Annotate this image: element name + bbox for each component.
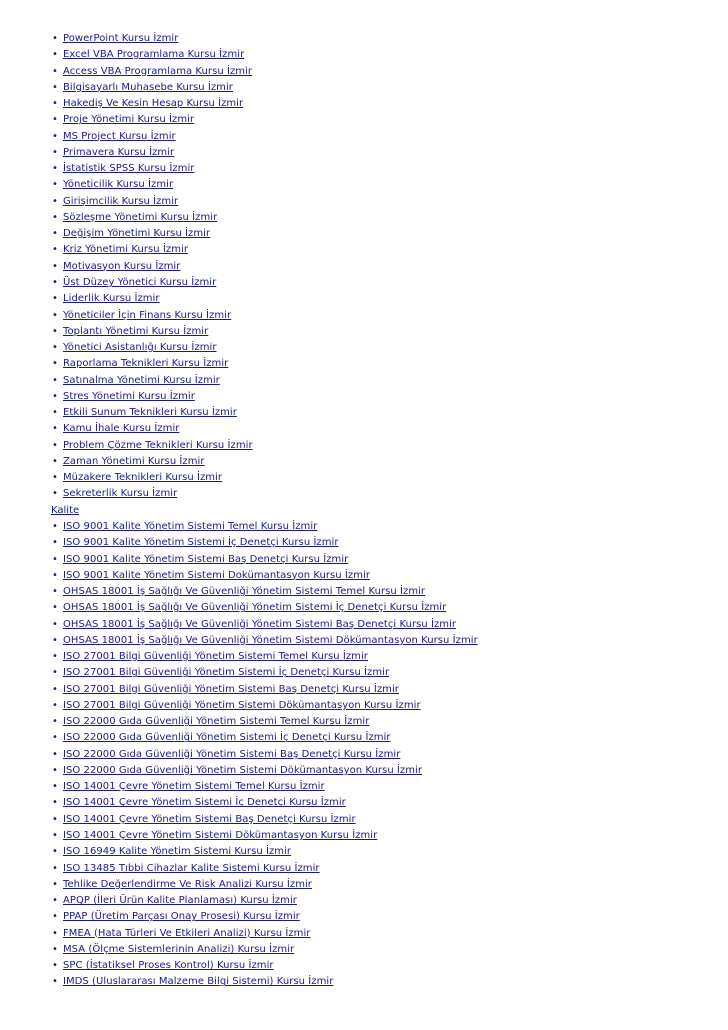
course-link[interactable]: ISO 9001 Kalite Yönetim Sistemi Dokümantasyon Kursu İzmir: [63, 569, 370, 581]
list-item: [52, 779, 712, 795]
course-link[interactable]: ISO 27001 Bilgi Güvenliği Yönetim Sistemi Baş Denetçi Kursu İzmir: [63, 683, 399, 695]
list-item: [52, 958, 712, 974]
course-link[interactable]: Kamu İhale Kursu İzmir: [63, 423, 180, 435]
list-item: [52, 552, 712, 568]
list-item: [52, 665, 712, 681]
course-link[interactable]: Liderlik Kursu İzmir: [63, 293, 160, 305]
list-item: [52, 112, 712, 128]
list-item: [52, 145, 712, 161]
list-item: [52, 161, 712, 177]
course-link[interactable]: APQP (İleri Ürün Kalite Planlaması) Kursu İzmir: [63, 895, 297, 907]
course-link[interactable]: OHSAS 18001 İş Sağlığı Ve Güvenliği Yönetim Sistemi Baş Denetçi Kursu İzmir: [63, 618, 457, 630]
course-link[interactable]: ISO 14001 Çevre Yönetim Sistemi Dökümantasyon Kursu İzmir: [63, 830, 378, 842]
document-page: [52, 31, 712, 991]
list-item: [52, 617, 712, 633]
list-item: [52, 584, 712, 600]
list-item: [52, 64, 712, 80]
list-item: [52, 942, 712, 958]
list-item: [52, 242, 712, 258]
course-link[interactable]: ISO 9001 Kalite Yönetim Sistemi Baş Denetçi Kursu İzmir: [63, 553, 349, 565]
course-link[interactable]: Girişimcilik Kursu İzmir: [63, 195, 179, 207]
list-item: [52, 877, 712, 893]
list-item: [52, 80, 712, 96]
course-link[interactable]: Yöneticiler İçin Finans Kursu İzmir: [63, 309, 232, 321]
course-link[interactable]: Access VBA Programlama Kursu İzmir: [63, 65, 253, 77]
course-link[interactable]: Primavera Kursu İzmir: [63, 146, 175, 158]
course-link[interactable]: Müzakere Teknikleri Kursu İzmir: [63, 472, 223, 484]
course-link[interactable]: Satınalma Yönetimi Kursu İzmir: [63, 374, 220, 386]
course-link[interactable]: Yönetici Asistanlığı Kursu İzmir: [63, 342, 217, 354]
course-link[interactable]: Toplantı Yönetimi Kursu İzmir: [63, 325, 209, 337]
course-link[interactable]: ISO 27001 Bilgi Güvenliği Yönetim Sistemi Temel Kursu İzmir: [63, 651, 368, 663]
course-link[interactable]: Raporlama Teknikleri Kursu İzmir: [63, 358, 229, 370]
course-link[interactable]: PPAP (Üretim Parçası Onay Prosesi) Kursu İzmir: [63, 911, 300, 923]
course-link[interactable]: ISO 16949 Kalite Yönetim Sistemi Kursu İzmir: [63, 846, 292, 858]
list-item: [52, 373, 712, 389]
course-link[interactable]: ISO 22000 Gıda Güvenliği Yönetim Sistemi Baş Denetçi Kursu İzmir: [63, 748, 401, 760]
course-link[interactable]: Stres Yönetimi Kursu İzmir: [63, 390, 195, 402]
list-item: [52, 194, 712, 210]
course-link[interactable]: MSA (Ölçme Sistemlerinin Analizi) Kursu İzmir: [63, 943, 295, 955]
course-link[interactable]: Motivasyon Kursu İzmir: [63, 260, 181, 272]
list-item: [52, 519, 712, 535]
management-course-list: [52, 31, 712, 503]
section-heading-quality[interactable]: Kalite: [51, 504, 80, 516]
course-link[interactable]: ISO 14001 Çevre Yönetim Sistemi Baş Denetçi Kursu İzmir: [63, 813, 356, 825]
course-link[interactable]: FMEA (Hata Türleri Ve Etkileri Analizi) Kursu İzmir: [63, 927, 311, 939]
course-link[interactable]: ISO 14001 Çevre Yönetim Sistemi İç Denetçi Kursu İzmir: [63, 797, 346, 809]
list-item: [52, 389, 712, 405]
course-link[interactable]: ISO 14001 Çevre Yönetim Sistemi Temel Kursu İzmir: [63, 781, 325, 793]
course-link[interactable]: SPC (İstatiksel Proses Kontrol) Kursu İzmir: [63, 960, 274, 972]
course-link[interactable]: Etkili Sunum Teknikleri Kursu İzmir: [63, 407, 237, 419]
course-link[interactable]: ISO 22000 Gıda Güvenliği Yönetim Sistemi İç Denetçi Kursu İzmir: [63, 732, 391, 744]
list-item: [52, 828, 712, 844]
list-item: [52, 861, 712, 877]
list-item: [52, 633, 712, 649]
list-item: [52, 259, 712, 275]
list-item: [52, 340, 712, 356]
quality-course-list: [52, 519, 712, 991]
list-item: [52, 795, 712, 811]
list-item: [52, 714, 712, 730]
list-item: [52, 470, 712, 486]
course-link[interactable]: Tehlike Değerlendirme Ve Risk Analizi Kursu İzmir: [63, 878, 312, 890]
list-item: [52, 177, 712, 193]
course-link[interactable]: OHSAS 18001 İş Sağlığı Ve Güvenliği Yönetim Sistemi İç Denetçi Kursu İzmir: [63, 602, 447, 614]
course-link[interactable]: Sözleşme Yönetimi Kursu İzmir: [63, 211, 218, 223]
list-item: [52, 438, 712, 454]
list-item: [52, 600, 712, 616]
course-link[interactable]: İstatistik SPSS Kursu İzmir: [63, 163, 195, 175]
course-link[interactable]: Problem Çözme Teknikleri Kursu İzmir: [63, 439, 253, 451]
list-item: [52, 812, 712, 828]
course-link[interactable]: OHSAS 18001 İş Sağlığı Ve Güvenliği Yönetim Sistemi Dökümantasyon Kursu İzmir: [63, 634, 478, 646]
list-item: [52, 356, 712, 372]
course-link[interactable]: Hakediş Ve Kesin Hesap Kursu İzmir: [63, 98, 244, 110]
course-link[interactable]: OHSAS 18001 İş Sağlığı Ve Güvenliği Yönetim Sistemi Temel Kursu İzmir: [63, 586, 426, 598]
list-item: [52, 486, 712, 502]
list-item: [52, 568, 712, 584]
list-item: [52, 226, 712, 242]
list-item: [52, 893, 712, 909]
list-item: [52, 763, 712, 779]
list-item: [52, 405, 712, 421]
list-item: [52, 649, 712, 665]
list-item: [52, 698, 712, 714]
list-item: [52, 454, 712, 470]
course-link[interactable]: ISO 13485 Tıbbi Cihazlar Kalite Sistemi Kursu İzmir: [63, 862, 320, 874]
course-link[interactable]: IMDS (Uluslararası Malzeme Bilgi Sistemi) Kursu İzmir: [63, 976, 334, 988]
list-item: [52, 210, 712, 226]
course-link[interactable]: ISO 27001 Bilgi Güvenliği Yönetim Sistemi İç Denetçi Kursu İzmir: [63, 667, 390, 679]
list-item: [52, 926, 712, 942]
list-item: [52, 291, 712, 307]
list-item: [52, 909, 712, 925]
list-item: [52, 31, 712, 47]
course-link[interactable]: Üst Düzey Yönetici Kursu İzmir: [63, 276, 217, 288]
list-item: [52, 682, 712, 698]
course-link[interactable]: Bilgisayarlı Muhasebe Kursu İzmir: [63, 81, 233, 93]
list-item: [52, 96, 712, 112]
course-link[interactable]: Zaman Yönetimi Kursu İzmir: [63, 455, 205, 467]
list-item: [52, 308, 712, 324]
course-link[interactable]: ISO 22000 Gıda Güvenliği Yönetim Sistemi Dökümantasyon Kursu İzmir: [63, 764, 423, 776]
course-link[interactable]: ISO 27001 Bilgi Güvenliği Yönetim Sistemi Dökümantasyon Kursu İzmir: [63, 699, 421, 711]
course-link[interactable]: ISO 9001 Kalite Yönetim Sistemi İç Denetçi Kursu İzmir: [63, 537, 339, 549]
list-item: [52, 844, 712, 860]
list-item: [52, 535, 712, 551]
list-item: [52, 129, 712, 145]
list-item: [52, 730, 712, 746]
course-link[interactable]: ISO 9001 Kalite Yönetim Sistemi Temel Kursu İzmir: [63, 520, 318, 532]
course-link[interactable]: Excel VBA Programlama Kursu İzmir: [63, 49, 245, 61]
list-item: [52, 324, 712, 340]
course-link[interactable]: PowerPoint Kursu İzmir: [63, 33, 179, 44]
list-item: [52, 47, 712, 63]
course-link[interactable]: Değişim Yönetimi Kursu İzmir: [63, 228, 211, 240]
course-link[interactable]: Proje Yönetimi Kursu İzmir: [63, 114, 195, 126]
course-link[interactable]: ISO 22000 Gıda Güvenliği Yönetim Sistemi Temel Kursu İzmir: [63, 716, 370, 728]
course-link[interactable]: Kriz Yönetimi Kursu İzmir: [63, 244, 188, 256]
course-link[interactable]: MS Project Kursu İzmir: [63, 130, 176, 142]
course-link[interactable]: Yöneticilik Kursu İzmir: [63, 179, 174, 191]
list-item: [52, 275, 712, 291]
list-item: [52, 974, 712, 990]
list-item: [52, 747, 712, 763]
list-item: [52, 421, 712, 437]
course-link[interactable]: Sekreterlik Kursu İzmir: [63, 488, 178, 500]
